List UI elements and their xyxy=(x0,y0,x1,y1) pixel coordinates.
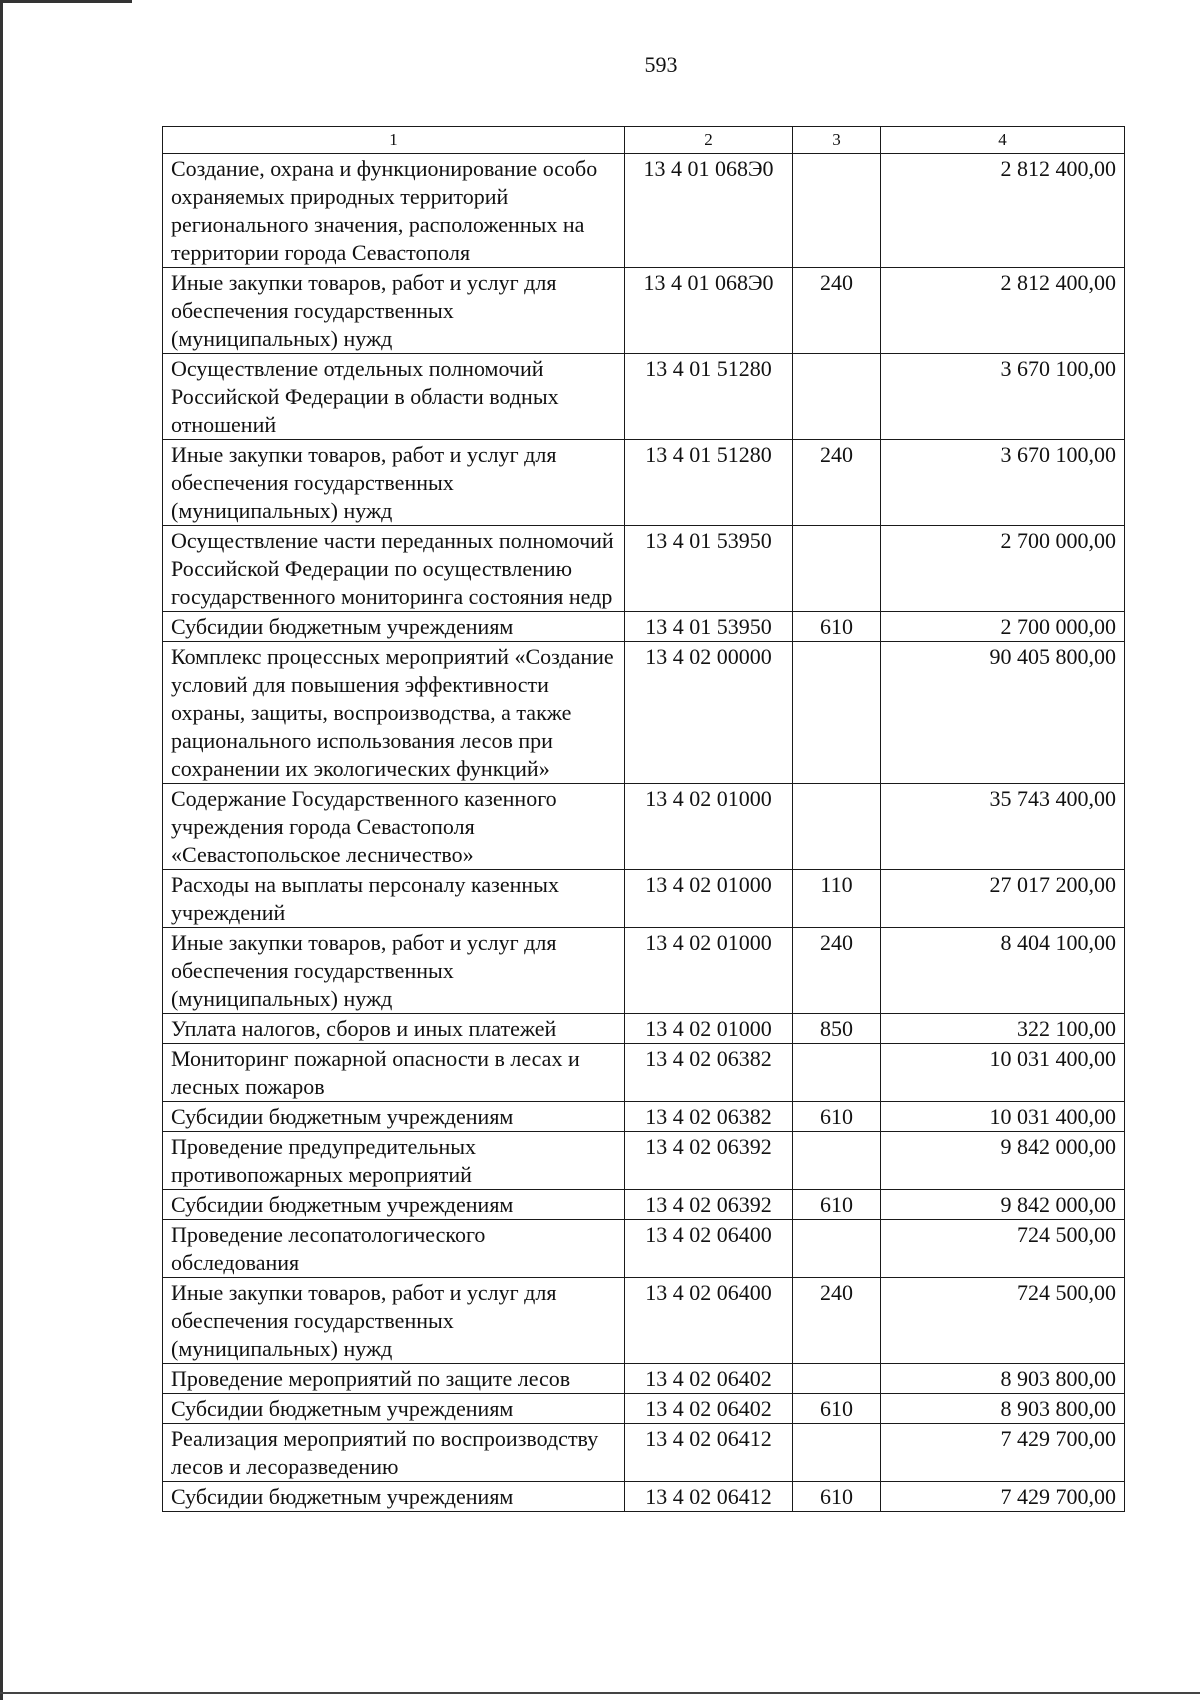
table-row xyxy=(163,642,1125,784)
table-row xyxy=(163,526,1125,612)
row-code-cell: 13 4 02 06392 xyxy=(625,1132,793,1190)
row-code-cell: 13 4 02 06402 xyxy=(625,1364,793,1394)
row-code-cell: 13 4 02 01000 xyxy=(625,928,793,1014)
table-row xyxy=(163,1482,1125,1512)
row-code-cell: 13 4 01 53950 xyxy=(625,526,793,612)
column-header-2: 2 xyxy=(625,127,793,154)
row-name-cell: Субсидии бюджетным учреждениям xyxy=(163,1482,625,1512)
row-sum-cell: 8 903 800,00 xyxy=(881,1364,1125,1394)
row-type-cell: 610 xyxy=(793,1102,881,1132)
row-name-cell: Субсидии бюджетным учреждениям xyxy=(163,612,625,642)
page-number: 593 xyxy=(644,52,678,77)
table-row xyxy=(163,440,1125,526)
row-code-cell: 13 4 02 01000 xyxy=(625,784,793,870)
row-type-cell: 610 xyxy=(793,1394,881,1424)
row-code-cell: 13 4 02 06402 xyxy=(625,1394,793,1424)
row-sum-cell: 7 429 700,00 xyxy=(881,1482,1125,1512)
row-sum-cell: 2 812 400,00 xyxy=(881,154,1125,268)
row-type-cell xyxy=(793,1220,881,1278)
row-type-cell: 610 xyxy=(793,1190,881,1220)
row-type-cell xyxy=(793,1132,881,1190)
row-sum-cell: 8 903 800,00 xyxy=(881,1394,1125,1424)
row-name-cell: Комплекс процессных мероприятий «Создание условий для повышения эффективности охраны, защиты, воспроизводства, а также рационального использования лесов при сохранении их экологических функций» xyxy=(163,642,625,784)
row-sum-cell: 9 842 000,00 xyxy=(881,1132,1125,1190)
row-code-cell: 13 4 02 06400 xyxy=(625,1220,793,1278)
row-sum-cell: 35 743 400,00 xyxy=(881,784,1125,870)
row-sum-cell: 3 670 100,00 xyxy=(881,440,1125,526)
table-row xyxy=(163,154,1125,268)
row-type-cell xyxy=(793,526,881,612)
row-name-cell: Создание, охрана и функционирование особо охраняемых природных территорий регионального значения, расположенных на территории города Севастополя xyxy=(163,154,625,268)
row-name-cell: Субсидии бюджетным учреждениям xyxy=(163,1102,625,1132)
table-row xyxy=(163,1424,1125,1482)
row-code-cell: 13 4 02 06412 xyxy=(625,1424,793,1482)
budget-table xyxy=(162,126,1125,1512)
row-sum-cell: 90 405 800,00 xyxy=(881,642,1125,784)
row-name-cell: Содержание Государственного казенного учреждения города Севастополя «Севастопольское лесничество» xyxy=(163,784,625,870)
row-code-cell: 13 4 01 53950 xyxy=(625,612,793,642)
row-name-cell: Иные закупки товаров, работ и услуг для обеспечения государственных (муниципальных) нужд xyxy=(163,268,625,354)
table-row xyxy=(163,268,1125,354)
row-sum-cell: 2 812 400,00 xyxy=(881,268,1125,354)
row-sum-cell: 724 500,00 xyxy=(881,1220,1125,1278)
row-sum-cell: 322 100,00 xyxy=(881,1014,1125,1044)
row-name-cell: Реализация мероприятий по воспроизводству лесов и лесоразведению xyxy=(163,1424,625,1482)
row-type-cell: 610 xyxy=(793,1482,881,1512)
table-body xyxy=(163,154,1125,1512)
row-type-cell xyxy=(793,354,881,440)
row-name-cell: Субсидии бюджетным учреждениям xyxy=(163,1190,625,1220)
row-sum-cell: 7 429 700,00 xyxy=(881,1424,1125,1482)
row-name-cell: Проведение мероприятий по защите лесов xyxy=(163,1364,625,1394)
table-row xyxy=(163,1102,1125,1132)
scan-edge-left xyxy=(0,0,3,1700)
row-sum-cell: 8 404 100,00 xyxy=(881,928,1125,1014)
column-header-1: 1 xyxy=(163,127,625,154)
row-name-cell: Проведение лесопатологического обследования xyxy=(163,1220,625,1278)
row-type-cell: 610 xyxy=(793,612,881,642)
row-sum-cell: 10 031 400,00 xyxy=(881,1044,1125,1102)
row-type-cell: 850 xyxy=(793,1014,881,1044)
row-type-cell: 110 xyxy=(793,870,881,928)
table-row xyxy=(163,612,1125,642)
row-name-cell: Проведение предупредительных противопожарных мероприятий xyxy=(163,1132,625,1190)
table-row xyxy=(163,1394,1125,1424)
table-row xyxy=(163,1044,1125,1102)
row-type-cell xyxy=(793,1044,881,1102)
row-sum-cell: 2 700 000,00 xyxy=(881,612,1125,642)
row-name-cell: Иные закупки товаров, работ и услуг для обеспечения государственных (муниципальных) нужд xyxy=(163,1278,625,1364)
table-row xyxy=(163,354,1125,440)
row-type-cell: 240 xyxy=(793,1278,881,1364)
row-sum-cell: 10 031 400,00 xyxy=(881,1102,1125,1132)
row-code-cell: 13 4 01 068Э0 xyxy=(625,268,793,354)
row-code-cell: 13 4 02 00000 xyxy=(625,642,793,784)
row-code-cell: 13 4 02 06382 xyxy=(625,1044,793,1102)
row-type-cell xyxy=(793,1364,881,1394)
row-type-cell: 240 xyxy=(793,440,881,526)
row-code-cell: 13 4 02 01000 xyxy=(625,870,793,928)
row-code-cell: 13 4 01 51280 xyxy=(625,354,793,440)
row-type-cell: 240 xyxy=(793,928,881,1014)
row-sum-cell: 27 017 200,00 xyxy=(881,870,1125,928)
row-name-cell: Осуществление отдельных полномочий Российской Федерации в области водных отношений xyxy=(163,354,625,440)
table-row xyxy=(163,1220,1125,1278)
table-row xyxy=(163,928,1125,1014)
row-type-cell xyxy=(793,642,881,784)
row-type-cell xyxy=(793,784,881,870)
row-name-cell: Субсидии бюджетным учреждениям xyxy=(163,1394,625,1424)
row-name-cell: Уплата налогов, сборов и иных платежей xyxy=(163,1014,625,1044)
table-row xyxy=(163,1364,1125,1394)
row-name-cell: Иные закупки товаров, работ и услуг для обеспечения государственных (муниципальных) нужд xyxy=(163,928,625,1014)
row-code-cell: 13 4 02 01000 xyxy=(625,1014,793,1044)
table-row xyxy=(163,1190,1125,1220)
scan-edge-bottom xyxy=(0,1692,1200,1694)
row-name-cell: Осуществление части переданных полномочий Российской Федерации по осуществлению государственного мониторинга состояния недр xyxy=(163,526,625,612)
row-code-cell: 13 4 02 06412 xyxy=(625,1482,793,1512)
row-code-cell: 13 4 01 068Э0 xyxy=(625,154,793,268)
table-row xyxy=(163,1278,1125,1364)
column-header-3: 3 xyxy=(793,127,881,154)
row-code-cell: 13 4 01 51280 xyxy=(625,440,793,526)
row-type-cell xyxy=(793,154,881,268)
row-code-cell: 13 4 02 06382 xyxy=(625,1102,793,1132)
row-sum-cell: 724 500,00 xyxy=(881,1278,1125,1364)
table-row xyxy=(163,870,1125,928)
table-row xyxy=(163,1132,1125,1190)
table-row xyxy=(163,1014,1125,1044)
header-row xyxy=(163,127,1125,154)
column-header-4: 4 xyxy=(881,127,1125,154)
row-name-cell: Расходы на выплаты персоналу казенных учреждений xyxy=(163,870,625,928)
table-row xyxy=(163,784,1125,870)
row-type-cell: 240 xyxy=(793,268,881,354)
row-sum-cell: 9 842 000,00 xyxy=(881,1190,1125,1220)
row-name-cell: Иные закупки товаров, работ и услуг для обеспечения государственных (муниципальных) нужд xyxy=(163,440,625,526)
scan-edge-top xyxy=(0,0,132,3)
row-sum-cell: 3 670 100,00 xyxy=(881,354,1125,440)
row-sum-cell: 2 700 000,00 xyxy=(881,526,1125,612)
row-type-cell xyxy=(793,1424,881,1482)
row-name-cell: Мониторинг пожарной опасности в лесах и лесных пожаров xyxy=(163,1044,625,1102)
row-code-cell: 13 4 02 06392 xyxy=(625,1190,793,1220)
row-code-cell: 13 4 02 06400 xyxy=(625,1278,793,1364)
